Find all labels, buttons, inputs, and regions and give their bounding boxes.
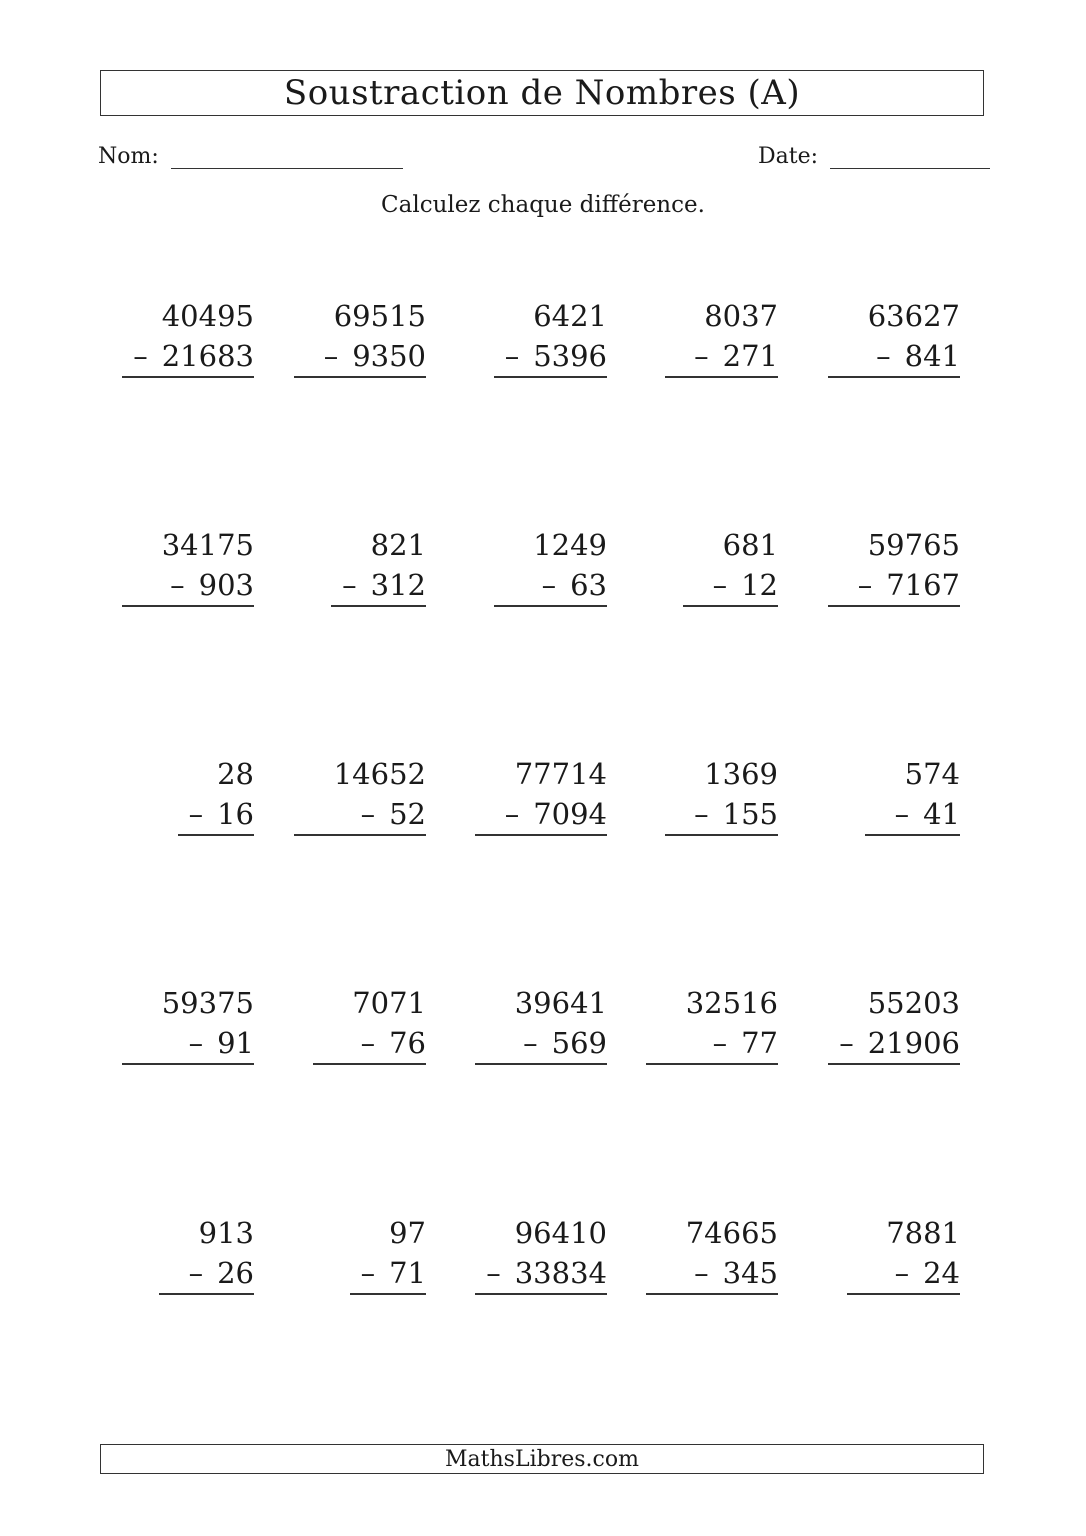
problem-13 bbox=[475, 754, 607, 836]
minuend: 69515 bbox=[333, 299, 426, 333]
minuend: 14652 bbox=[333, 757, 426, 791]
subtraction-row bbox=[294, 336, 426, 378]
subtrahend: 21683 bbox=[161, 339, 254, 373]
problem-2 bbox=[294, 296, 426, 378]
subtraction-row bbox=[646, 1253, 778, 1295]
subtrahend: 33834 bbox=[514, 1256, 607, 1290]
minuend: 7881 bbox=[886, 1216, 960, 1250]
subtrahend: 9350 bbox=[352, 339, 426, 373]
subtrahend: 52 bbox=[389, 797, 426, 831]
worksheet-title: Soustraction de Nombres (A) bbox=[100, 70, 984, 116]
minuend: 7071 bbox=[352, 986, 426, 1020]
minuend: 74665 bbox=[685, 1216, 778, 1250]
subtraction-row bbox=[683, 565, 778, 607]
minuend: 8037 bbox=[704, 299, 778, 333]
minuend: 28 bbox=[217, 757, 254, 791]
subtrahend: 7167 bbox=[886, 568, 960, 602]
subtraction-row bbox=[294, 794, 426, 836]
subtrahend: 312 bbox=[370, 568, 426, 602]
problem-15 bbox=[865, 754, 960, 836]
subtrahend: 7094 bbox=[533, 797, 607, 831]
subtraction-row bbox=[122, 336, 254, 378]
subtraction-row bbox=[475, 794, 607, 836]
subtraction-row bbox=[178, 794, 254, 836]
subtrahend: 569 bbox=[551, 1026, 607, 1060]
subtraction-row bbox=[665, 794, 778, 836]
minuend: 6421 bbox=[533, 299, 607, 333]
problem-18 bbox=[475, 983, 607, 1065]
subtrahend: 26 bbox=[217, 1256, 254, 1290]
minuend: 574 bbox=[904, 757, 960, 791]
problem-20 bbox=[828, 983, 960, 1065]
problem-23 bbox=[475, 1213, 607, 1295]
subtrahend: 76 bbox=[389, 1026, 426, 1060]
subtraction-row bbox=[475, 1253, 607, 1295]
problem-24 bbox=[646, 1213, 778, 1295]
minus-sign: – bbox=[342, 568, 357, 602]
subtraction-row bbox=[159, 1253, 254, 1295]
problem-4 bbox=[665, 296, 778, 378]
minus-sign: – bbox=[712, 1026, 728, 1060]
minus-sign: – bbox=[712, 568, 728, 602]
minuend: 1369 bbox=[704, 757, 778, 791]
subtrahend: 77 bbox=[741, 1026, 778, 1060]
date-label: Date: bbox=[758, 144, 819, 169]
problem-5 bbox=[828, 296, 960, 378]
minus-sign: – bbox=[504, 339, 520, 373]
subtrahend: 5396 bbox=[533, 339, 607, 373]
minuend: 59375 bbox=[161, 986, 254, 1020]
minuend: 39641 bbox=[514, 986, 607, 1020]
subtraction-row bbox=[350, 1253, 426, 1295]
problem-10 bbox=[828, 525, 960, 607]
minuend: 913 bbox=[198, 1216, 254, 1250]
minus-sign: – bbox=[876, 339, 891, 373]
problem-14 bbox=[665, 754, 778, 836]
subtraction-row bbox=[847, 1253, 960, 1295]
minuend: 59765 bbox=[867, 528, 960, 562]
subtraction-row bbox=[828, 1023, 960, 1065]
subtraction-row bbox=[494, 565, 607, 607]
minus-sign: – bbox=[541, 568, 557, 602]
subtrahend: 24 bbox=[923, 1256, 960, 1290]
problem-12 bbox=[294, 754, 426, 836]
subtrahend: 91 bbox=[217, 1026, 254, 1060]
minus-sign: – bbox=[360, 1256, 376, 1290]
minus-sign: – bbox=[486, 1256, 501, 1290]
problem-16 bbox=[122, 983, 254, 1065]
problem-21 bbox=[159, 1213, 254, 1295]
subtrahend: 12 bbox=[741, 568, 778, 602]
subtrahend: 71 bbox=[389, 1256, 426, 1290]
minuend: 32516 bbox=[685, 986, 778, 1020]
minus-sign: – bbox=[523, 1026, 538, 1060]
subtrahend: 155 bbox=[722, 797, 778, 831]
subtrahend: 345 bbox=[722, 1256, 778, 1290]
subtraction-row bbox=[475, 1023, 607, 1065]
minus-sign: – bbox=[360, 797, 376, 831]
minus-sign: – bbox=[857, 568, 873, 602]
minuend: 96410 bbox=[514, 1216, 607, 1250]
minuend: 63627 bbox=[867, 299, 960, 333]
subtrahend: 271 bbox=[722, 339, 778, 373]
subtrahend: 41 bbox=[923, 797, 960, 831]
minus-sign: – bbox=[170, 568, 185, 602]
subtraction-row bbox=[122, 565, 254, 607]
minus-sign: – bbox=[504, 797, 520, 831]
problem-22 bbox=[350, 1213, 426, 1295]
minus-sign: – bbox=[694, 339, 709, 373]
minuend: 1249 bbox=[533, 528, 607, 562]
subtraction-row bbox=[331, 565, 426, 607]
minus-sign: – bbox=[894, 1256, 910, 1290]
minus-sign: – bbox=[188, 1256, 204, 1290]
instructions: Calculez chaque différence. bbox=[381, 192, 705, 218]
minuend: 40495 bbox=[161, 299, 254, 333]
subtrahend: 841 bbox=[904, 339, 960, 373]
minus-sign: – bbox=[323, 339, 339, 373]
subtrahend: 903 bbox=[198, 568, 254, 602]
subtraction-row bbox=[313, 1023, 426, 1065]
problem-17 bbox=[313, 983, 426, 1065]
subtraction-row bbox=[122, 1023, 254, 1065]
problem-19 bbox=[646, 983, 778, 1065]
subtrahend: 21906 bbox=[867, 1026, 960, 1060]
minuend: 34175 bbox=[161, 528, 254, 562]
minus-sign: – bbox=[188, 1026, 204, 1060]
subtrahend: 63 bbox=[570, 568, 607, 602]
minus-sign: – bbox=[839, 1026, 854, 1060]
name-label: Nom: bbox=[98, 144, 159, 169]
problem-7 bbox=[331, 525, 426, 607]
minuend: 77714 bbox=[514, 757, 607, 791]
problem-25 bbox=[847, 1213, 960, 1295]
problem-9 bbox=[683, 525, 778, 607]
subtraction-row bbox=[828, 565, 960, 607]
minus-sign: – bbox=[694, 1256, 709, 1290]
subtraction-row bbox=[665, 336, 778, 378]
minuend: 55203 bbox=[867, 986, 960, 1020]
footer: MathsLibres.com bbox=[100, 1444, 984, 1474]
subtrahend: 16 bbox=[217, 797, 254, 831]
subtraction-row bbox=[494, 336, 607, 378]
minus-sign: – bbox=[133, 339, 148, 373]
minuend: 821 bbox=[370, 528, 426, 562]
minus-sign: – bbox=[694, 797, 709, 831]
subtraction-row bbox=[865, 794, 960, 836]
minus-sign: – bbox=[360, 1026, 376, 1060]
problem-3 bbox=[494, 296, 607, 378]
subtraction-row bbox=[828, 336, 960, 378]
problem-8 bbox=[494, 525, 607, 607]
problem-6 bbox=[122, 525, 254, 607]
problem-11 bbox=[178, 754, 254, 836]
problem-1 bbox=[122, 296, 254, 378]
minus-sign: – bbox=[188, 797, 204, 831]
subtraction-row bbox=[646, 1023, 778, 1065]
minuend: 97 bbox=[389, 1216, 426, 1250]
minuend: 681 bbox=[722, 528, 778, 562]
minus-sign: – bbox=[894, 797, 910, 831]
